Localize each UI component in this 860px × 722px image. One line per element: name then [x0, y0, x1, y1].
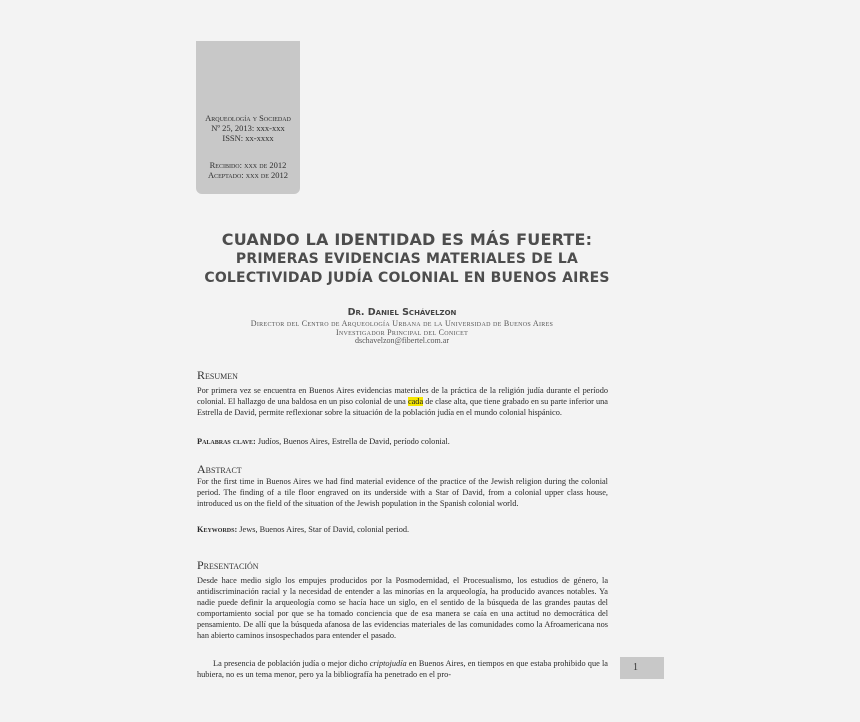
highlighted-word: cada: [407, 397, 424, 406]
palabras-clave-text: Judíos, Buenos Aires, Estrella de David, período colonial.: [255, 437, 450, 446]
journal-header-box: [196, 41, 300, 194]
author-name: Dr. Daniel Schávelzon: [347, 307, 457, 318]
resumen-heading: Resumen: [197, 368, 238, 382]
journal-issue: Nº 25, 2013: xxx-xxx: [211, 123, 285, 133]
palabras-clave: [197, 436, 608, 447]
author-email: dschavelzon@fibertel.com.ar: [355, 336, 449, 345]
para2-end: en Buenos Aires, en tiempos en que estaba prohibido que la hubiera, no es un tema menor, pero ya la bibliografía ha penetrado en el pro-: [197, 659, 608, 679]
abstract-text: For the first time in Buenos Aires we had find material evidence of the practice of the Jewish religion during the colonial period. The finding of a tile floor engraved on its underside with a Star of David, from a colonial upper class house, introduced us on the field of the situation of the Jewish population in the Spanish colonial world.: [197, 477, 608, 508]
accepted-date: Aceptado: xxx de 2012: [207, 170, 289, 180]
para2-italic-term: criptojudía: [369, 659, 407, 668]
paper-title-line-2: PRIMERAS EVIDENCIAS MATERIALES DE LA: [235, 251, 579, 267]
author-affiliation-2: Investigador Principal del Conicet: [335, 328, 469, 337]
keywords-text: Jews, Buenos Aires, Star of David, colonial period.: [237, 525, 410, 534]
resumen-text-end: de clase alta, que tiene grabado en su parte inferior una Estrella de David, permite reflexionar sobre la situación de la población judía en el mundo colonial hispánico.: [197, 397, 608, 417]
presentacion-paragraph-1: Desde hace medio siglo los empujes producidos por la Posmodernidad, el Procesualismo, los estudios de género, la antidiscriminación racial y la necesidad de entender a las minorías en la arqueología, ha producido avances notables. Ya nadie puede definir la arqueología como se hacía hace un siglo, en el sentido de la búsqueda de las grandes pautas del comportamiento social por que se ha tomado conciencia que de esa manera se caía en una actitud no democrática del pensamiento. De allí que la búsqueda afanosa de las evidencias materiales de las comunidades como la Afroamericana nos han abierto caminos insospechados para entender el pasado.: [197, 576, 608, 640]
paper-title-line-3: COLECTIVIDAD JUDÍA COLONIAL EN BUENOS AIRES: [204, 270, 610, 286]
para2-start: La presencia de población judía o mejor dicho: [213, 659, 370, 668]
journal-issn: ISSN: xx-xxxx: [222, 133, 274, 143]
author-affiliation-1: Director del Centro de Arqueología Urbana de la Universidad de Buenos Aires: [250, 319, 554, 328]
journal-name: Arqueología y Sociedad: [205, 113, 291, 123]
resumen-text-start: Por primera vez se encuentra en Buenos Aires evidencias materiales de la práctica de la religión judía durante el período colonial. El hallazgo de una baldosa en un piso colonial de una: [197, 386, 608, 406]
page-number: 1: [620, 657, 664, 679]
keywords: [197, 524, 608, 535]
abstract-heading: Abstract: [197, 462, 242, 476]
keywords-label: Keywords:: [197, 525, 238, 534]
presentacion-heading: Presentación: [197, 558, 259, 572]
palabras-clave-label: Palabras clave:: [197, 437, 256, 446]
presentacion-paragraph-2: [197, 658, 608, 680]
received-date: Recibido: xxx de 2012: [209, 160, 287, 170]
paper-title-line-1: CUANDO LA IDENTIDAD ES MÁS FUERTE:: [221, 230, 593, 249]
resumen-text: [197, 385, 608, 418]
